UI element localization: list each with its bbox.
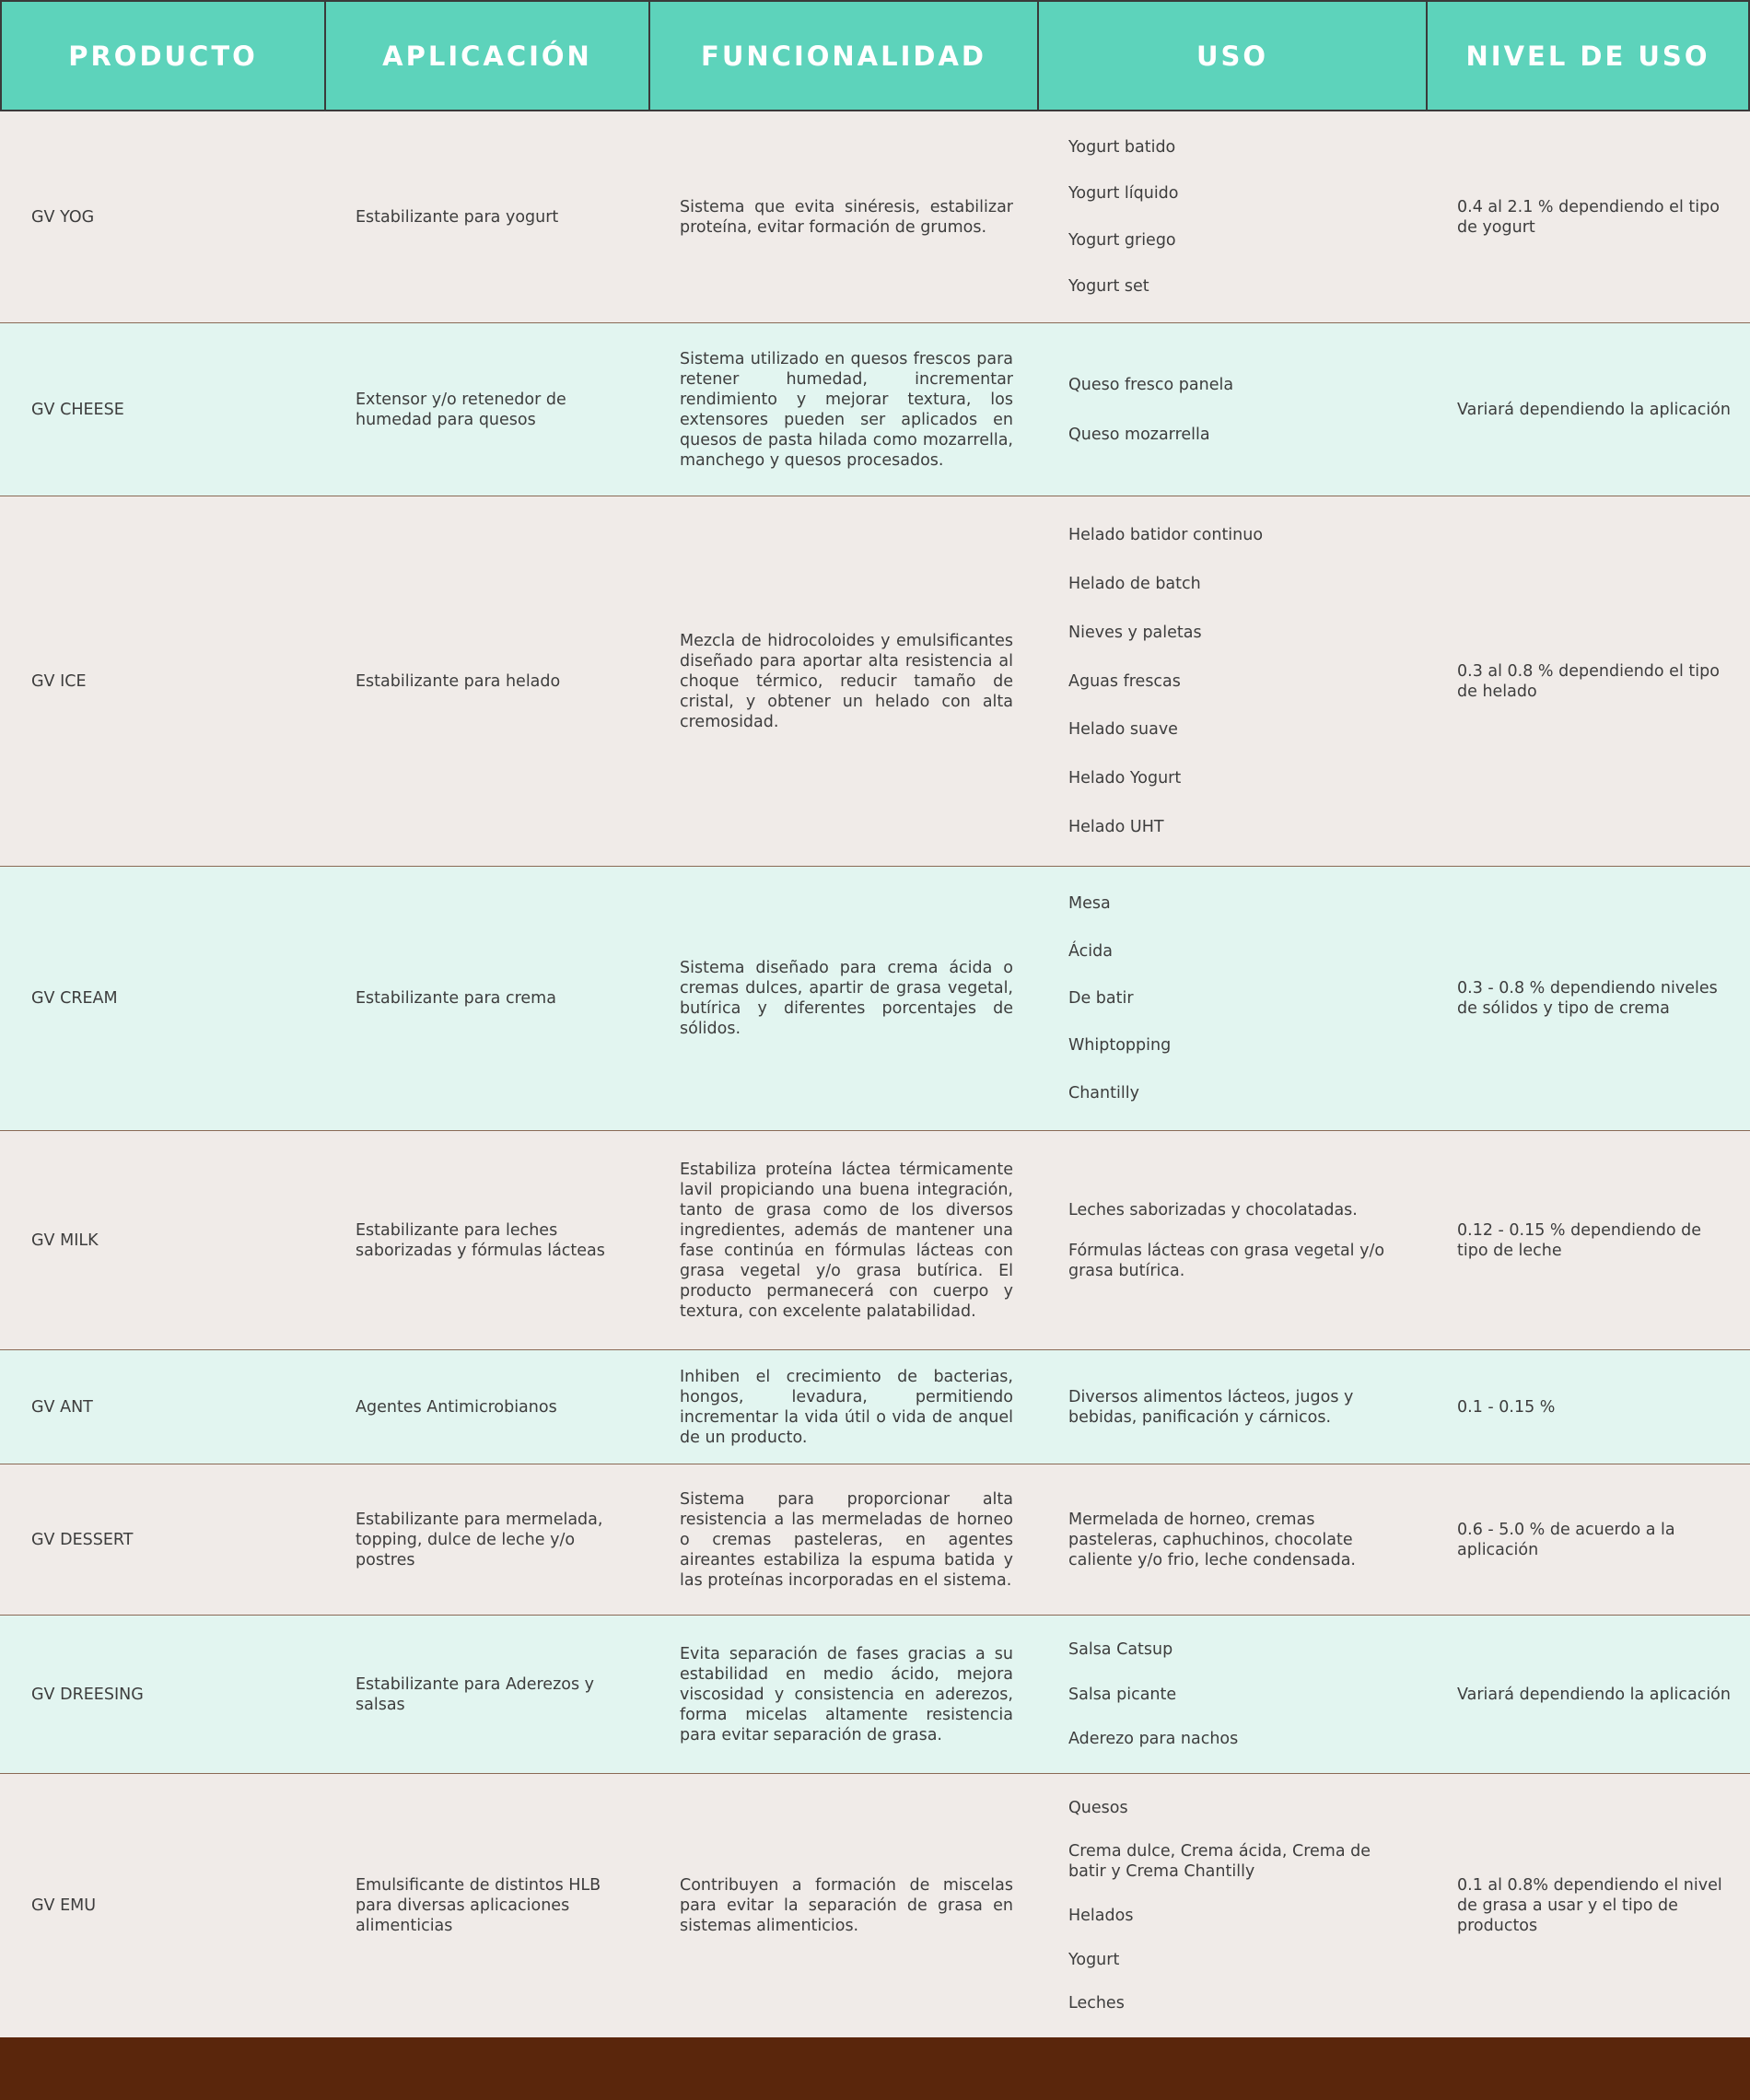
cell-uso bbox=[1037, 1774, 1426, 2037]
cell-aplicacion: Estabilizante para crema bbox=[356, 989, 556, 1008]
uso-item: Leches bbox=[1068, 1994, 1125, 2013]
uso-item: Helado batidor continuo bbox=[1068, 525, 1264, 544]
cell-aplicacion: Estabilizante para mermelada, topping, dulce de leche y/o postres bbox=[356, 1510, 603, 1569]
table-row bbox=[0, 1464, 1750, 1616]
table-row bbox=[0, 1131, 1750, 1350]
cell-aplicacion: Estabilizante para helado bbox=[356, 671, 561, 691]
cell-nivel-de-uso: 0.1 - 0.15 % bbox=[1457, 1397, 1556, 1417]
uso-item: De batir bbox=[1068, 988, 1134, 1008]
header-funcionalidad: FUNCIONALIDAD bbox=[648, 2, 1037, 110]
uso-item: Aguas frescas bbox=[1068, 671, 1181, 691]
cell-aplicacion: Extensor y/o retenedor de humedad para quesos bbox=[356, 390, 566, 429]
uso-item: Whiptopping bbox=[1068, 1036, 1172, 1056]
cell-funcionalidad: Evita separación de fases gracias a su estabilidad en medio ácido, mejora viscosidad y consistencia en aderezos, forma micelas altamente resistencia para evitar separación de grasa. bbox=[680, 1644, 1013, 1744]
uso-item: Salsa Catsup bbox=[1068, 1640, 1173, 1660]
cell-producto: GV CHEESE bbox=[31, 400, 124, 419]
uso-item: Crema dulce, Crema ácida, Crema de batir y Crema Chantilly bbox=[1068, 1842, 1371, 1882]
cell-nivel-de-uso: 0.6 - 5.0 % de acuerdo a la aplicación bbox=[1457, 1520, 1675, 1559]
cell-funcionalidad: Mezcla de hidrocoloides y emulsificantes diseñado para aportar alta resistencia al choque térmico, reducir tamaño de cristal, y obtener un helado con alta cremosidad. bbox=[680, 631, 1013, 731]
cell-uso bbox=[1037, 867, 1426, 1130]
cell-nivel-de-uso: 0.1 al 0.8% dependiendo el nivel de grasa a usar y el tipo de productos bbox=[1457, 1876, 1722, 1935]
cell-aplicacion: Estabilizante para yogurt bbox=[356, 207, 559, 227]
uso-item: Diversos alimentos lácteos, jugos y bebidas, panificación y cárnicos. bbox=[1068, 1387, 1354, 1427]
uso-item: Salsa picante bbox=[1068, 1685, 1177, 1704]
uso-item: Chantilly bbox=[1068, 1083, 1139, 1102]
cell-uso bbox=[1037, 1350, 1426, 1464]
uso-item: Queso mozarrella bbox=[1068, 425, 1210, 444]
cell-nivel-de-uso: 0.12 - 0.15 % dependiendo de tipo de leche bbox=[1457, 1220, 1702, 1260]
cell-uso bbox=[1037, 323, 1426, 496]
cell-producto: GV DREESING bbox=[31, 1685, 144, 1704]
table-row bbox=[0, 1774, 1750, 2037]
cell-aplicacion: Estabilizante para Aderezos y salsas bbox=[356, 1674, 595, 1714]
uso-item: Helado de batch bbox=[1068, 574, 1201, 593]
cell-uso bbox=[1037, 111, 1426, 322]
cell-nivel-de-uso: 0.3 al 0.8 % dependiendo el tipo de helado bbox=[1457, 661, 1720, 701]
header-producto: PRODUCTO bbox=[0, 2, 324, 110]
cell-funcionalidad: Sistema para proporcionar alta resistencia a las mermeladas de horneo o cremas pasteleras, en agentes aireantes estabiliza la espuma batida y las proteínas incorporadas en el sistema. bbox=[680, 1489, 1013, 1590]
table-row bbox=[0, 1350, 1750, 1464]
uso-item: Helado UHT bbox=[1068, 818, 1164, 837]
cell-nivel-de-uso: Variará dependiendo la aplicación bbox=[1457, 400, 1731, 419]
uso-item: Yogurt set bbox=[1068, 276, 1149, 296]
header-nivel-de-uso: NIVEL DE USO bbox=[1426, 2, 1750, 110]
cell-uso bbox=[1037, 1131, 1426, 1349]
uso-item: Quesos bbox=[1068, 1798, 1128, 1817]
header-aplicacion: APLICACIÓN bbox=[324, 2, 648, 110]
cell-aplicacion: Agentes Antimicrobianos bbox=[356, 1397, 557, 1417]
cell-uso bbox=[1037, 496, 1426, 866]
uso-item: Aderezo para nachos bbox=[1068, 1729, 1239, 1748]
cell-nivel-de-uso: Variará dependiendo la aplicación bbox=[1457, 1685, 1731, 1704]
table-row bbox=[0, 111, 1750, 323]
cell-funcionalidad: Sistema diseñado para crema ácida o cremas dulces, apartir de grasa vegetal, butírica y diferentes porcentajes de sólidos. bbox=[680, 959, 1013, 1038]
cell-uso bbox=[1037, 1464, 1426, 1615]
uso-item: Fórmulas lácteas con grasa vegetal y/o grasa butírica. bbox=[1068, 1241, 1385, 1280]
uso-item: Yogurt batido bbox=[1068, 138, 1176, 158]
cell-aplicacion: Estabilizante para leches saborizadas y fórmulas lácteas bbox=[356, 1220, 605, 1260]
uso-item: Leches saborizadas y chocolatadas. bbox=[1068, 1200, 1358, 1219]
cell-aplicacion: Emulsificante de distintos HLB para diversas aplicaciones alimenticias bbox=[356, 1876, 601, 1935]
cell-funcionalidad: Sistema que evita sinéresis, estabilizar proteína, evitar formación de grumos. bbox=[680, 197, 1013, 237]
uso-item: Yogurt líquido bbox=[1068, 184, 1179, 204]
table-row bbox=[0, 323, 1750, 496]
cell-producto: GV YOG bbox=[31, 207, 95, 227]
footer-bar bbox=[0, 2037, 1750, 2100]
table-header bbox=[0, 0, 1750, 111]
table-row bbox=[0, 1616, 1750, 1774]
cell-producto: GV ICE bbox=[31, 671, 87, 691]
header-uso: USO bbox=[1037, 2, 1426, 110]
uso-item: Nieves y paletas bbox=[1068, 623, 1202, 642]
uso-item: Mesa bbox=[1068, 894, 1111, 914]
cell-funcionalidad: Inhiben el crecimiento de bacterias, hongos, levadura, permitiendo incrementar la vida útil o vida de anquel de un producto. bbox=[680, 1367, 1013, 1447]
cell-nivel-de-uso: 0.3 - 0.8 % dependiendo niveles de sólidos y tipo de crema bbox=[1457, 979, 1718, 1018]
table-row bbox=[0, 496, 1750, 867]
cell-nivel-de-uso: 0.4 al 2.1 % dependiendo el tipo de yogurt bbox=[1457, 197, 1720, 237]
cell-producto: GV EMU bbox=[31, 1896, 97, 1915]
uso-item: Helados bbox=[1068, 1906, 1134, 1925]
uso-item: Mermelada de horneo, cremas pasteleras, caphuchinos, chocolate caliente y/o frio, leche condensada. bbox=[1068, 1510, 1356, 1569]
cell-funcionalidad: Contribuyen a formación de miscelas para evitar la separación de grasa en sistemas alimenticios. bbox=[680, 1876, 1013, 1935]
uso-item: Helado suave bbox=[1068, 720, 1178, 740]
cell-funcionalidad: Sistema utilizado en quesos frescos para retener humedad, incrementar rendimiento y mejorar textura, los extensores pueden ser aplicados en quesos de pasta hilada como mozarrella, manchego y quesos procesados. bbox=[680, 349, 1013, 470]
uso-item: Helado Yogurt bbox=[1068, 769, 1182, 788]
uso-item: Yogurt griego bbox=[1068, 230, 1176, 250]
cell-producto: GV DESSERT bbox=[31, 1530, 134, 1549]
cell-uso bbox=[1037, 1616, 1426, 1773]
uso-item: Queso fresco panela bbox=[1068, 375, 1234, 394]
table-row bbox=[0, 867, 1750, 1131]
cell-producto: GV MILK bbox=[31, 1231, 99, 1250]
uso-item: Yogurt bbox=[1068, 1950, 1120, 1969]
cell-producto: GV CREAM bbox=[31, 989, 118, 1008]
uso-item: Ácida bbox=[1068, 941, 1113, 961]
cell-funcionalidad: Estabiliza proteína láctea térmicamente lavil propiciando una buena integración, tanto de grasa como de los diversos ingredientes, además de mantener una fase continúa en fórmulas lácteas con grasa vegetal y/o grasa butírica. El producto permanecerá con cuerpo y textura, con excelente palatabilidad. bbox=[680, 1160, 1013, 1321]
cell-producto: GV ANT bbox=[31, 1397, 93, 1417]
